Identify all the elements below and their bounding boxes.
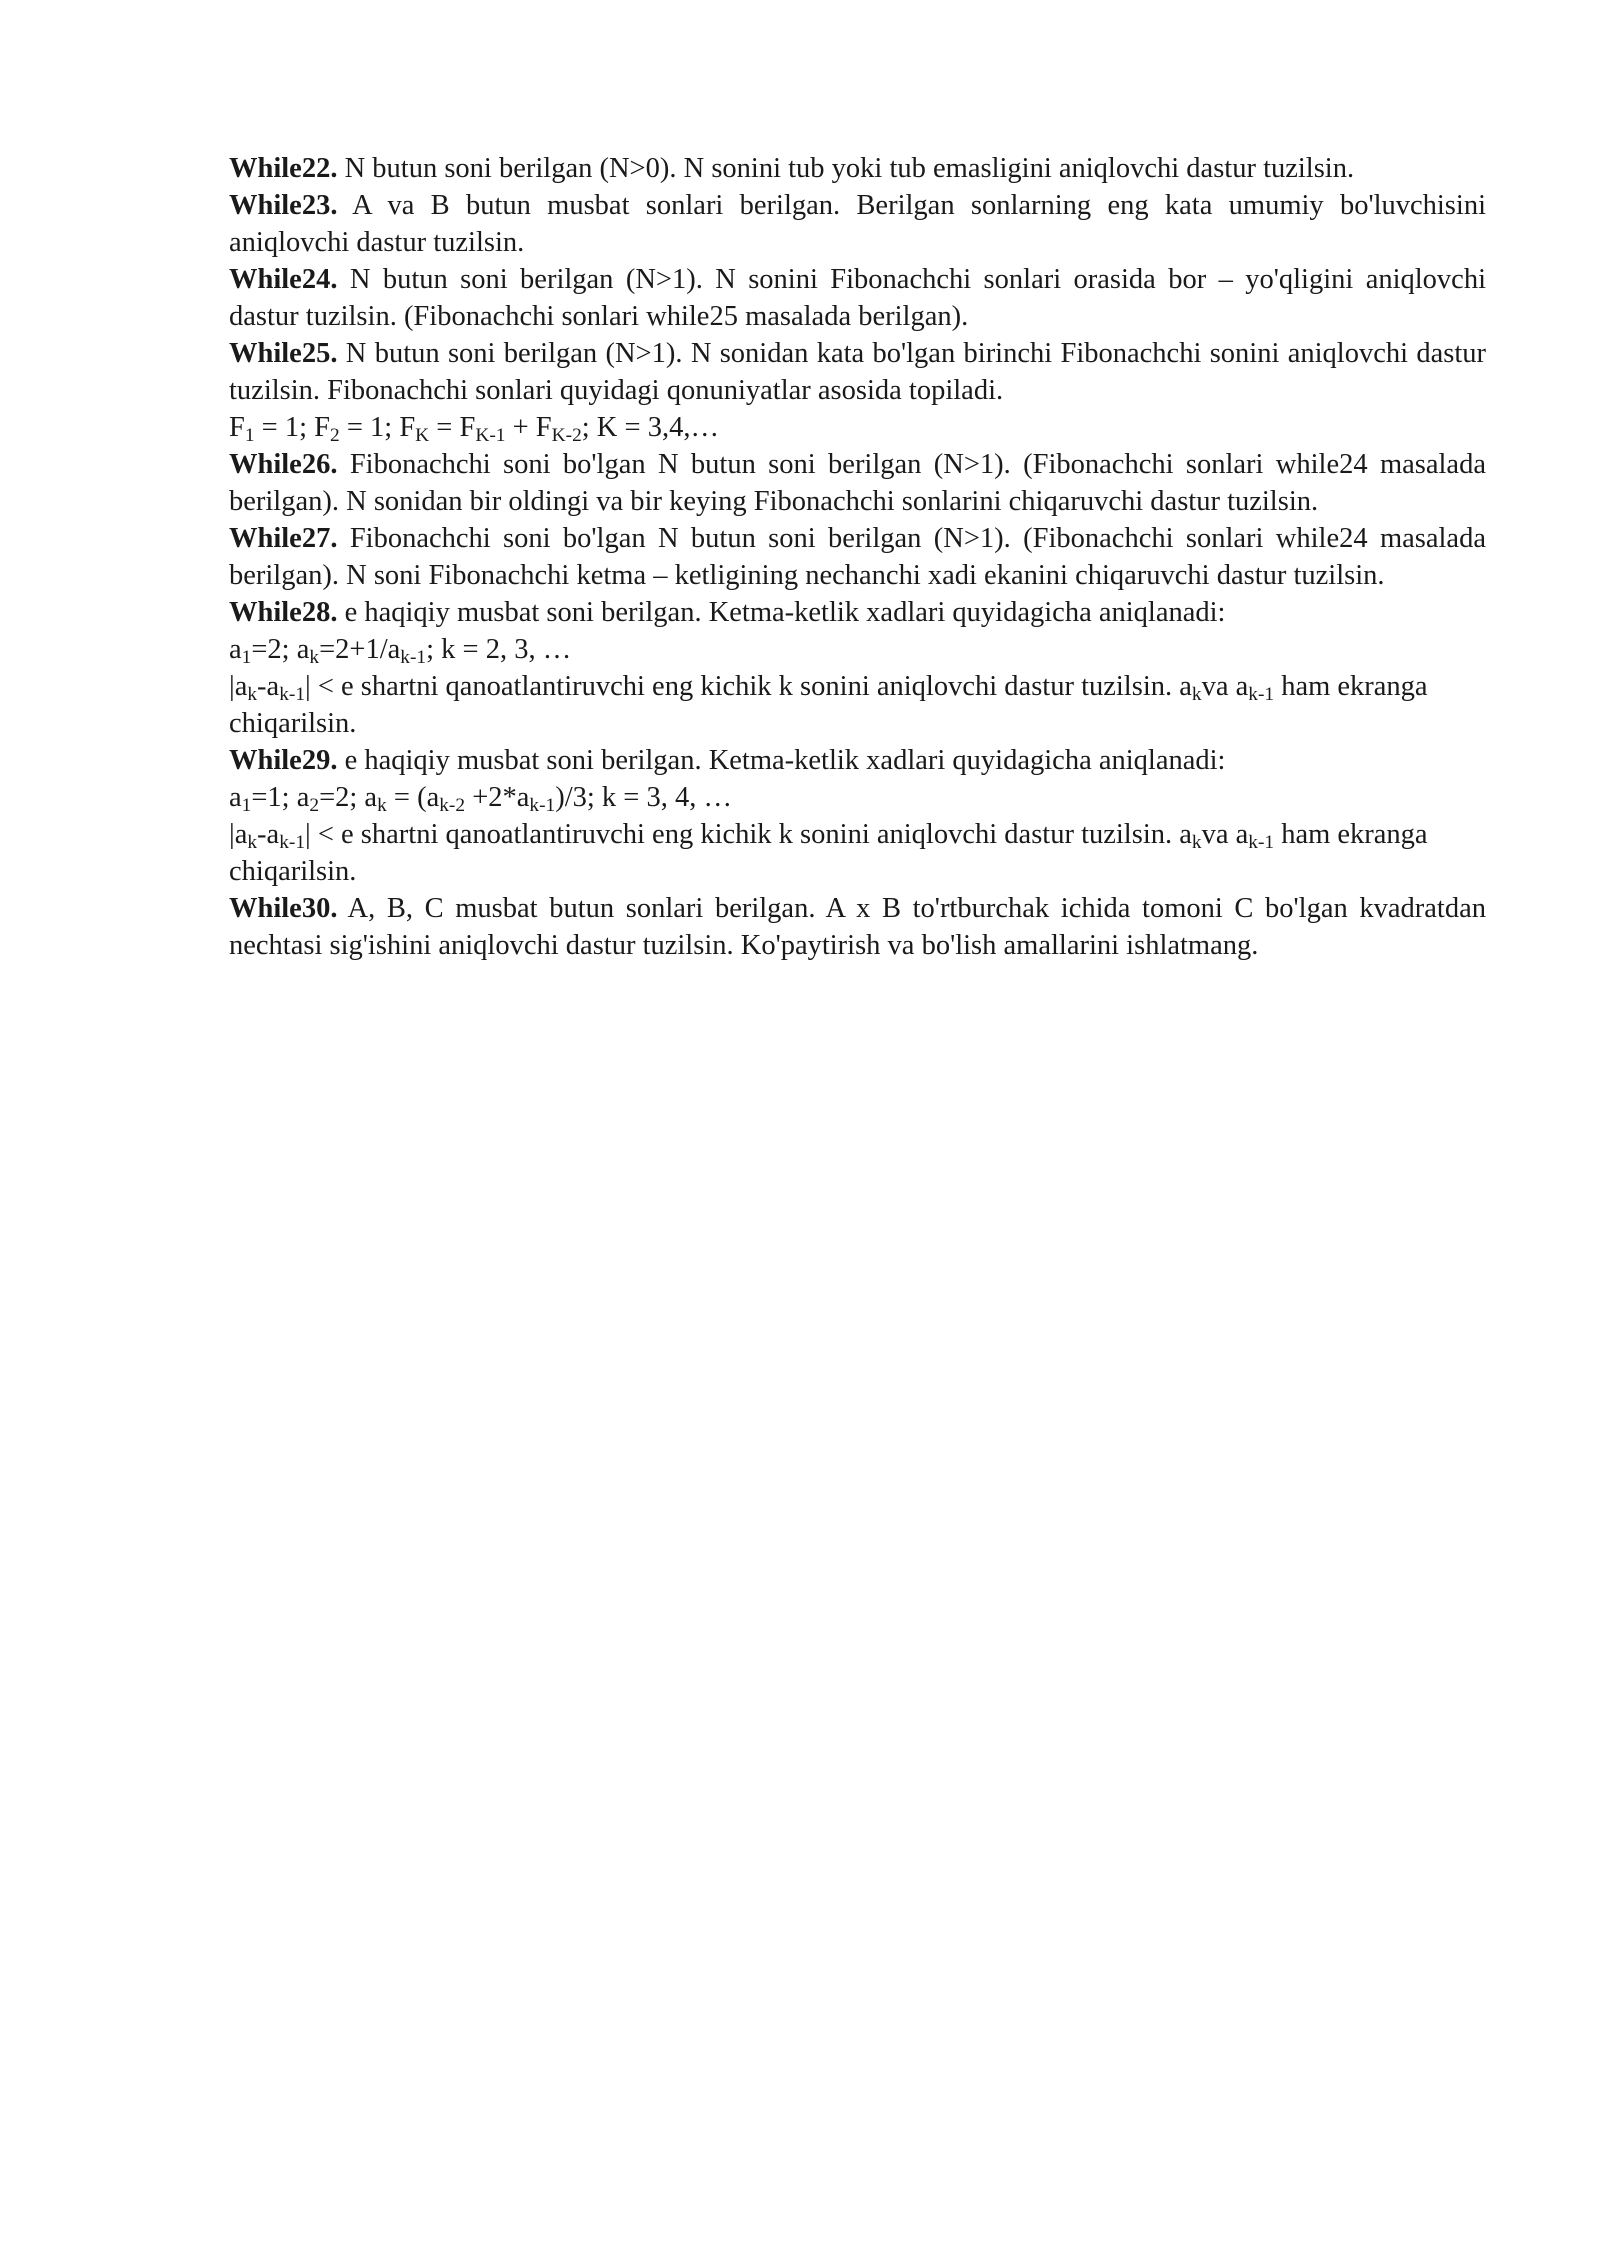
problem-label: While29. [229, 745, 338, 776]
formula-text: -a [257, 671, 280, 702]
problem-label: While22. [229, 153, 338, 184]
formula-subscript: k [377, 794, 387, 816]
formula-subscript: k-1 [1248, 683, 1275, 705]
problem-text: N butun soni berilgan (N>1). N sonini Fibonachchi sonlari orasida bor – yo'qligini aniqlovchi dastur tuzilsin. (Fibonachchi sonlari while25 masalada berilgan). [229, 264, 1486, 332]
formula-subscript: k [247, 831, 258, 853]
formula-text: a [229, 782, 242, 813]
problem-text: e haqiqiy musbat soni berilgan. Ketma-ketlik xadlari quyidagicha aniqlanadi: [337, 745, 1226, 776]
formula-subscript: k [1191, 683, 1202, 705]
formula-text: =2+1/a [319, 634, 401, 665]
formula-text: + F [505, 412, 552, 443]
formula-subscript: K-1 [475, 424, 506, 446]
formula-subscript: k-1 [400, 646, 427, 668]
formula-text: ham ekranga chiqarilsin. [229, 671, 1428, 739]
formula-text: ; k = 2, 3, … [426, 634, 572, 665]
problem-while26 [229, 446, 1486, 520]
formula-text: = F [429, 412, 476, 443]
formula-text: =2; a [251, 634, 310, 665]
document-page [229, 150, 1486, 964]
formula-text: = 1; F [254, 412, 331, 443]
formula-text: = 1; F [339, 412, 416, 443]
formula-text: -a [257, 819, 280, 850]
formula-subscript: k-1 [279, 831, 305, 853]
fibonacci-formula [229, 409, 1486, 446]
problem-text: N butun soni berilgan (N>1). N sonidan kata bo'lgan birinchi Fibonachchi sonini aniqlovchi dastur tuzilsin. Fibonachchi sonlari quyidagi qonuniyatlar asosida topiladi. [229, 338, 1486, 406]
formula-subscript: k-1 [279, 683, 305, 705]
problem-while28 [229, 594, 1486, 631]
problem-while23 [229, 187, 1486, 261]
problem-text: N butun soni berilgan (N>0). N sonini tub yoki tub emasligini aniqlovchi dastur tuzilsin. [337, 153, 1355, 184]
problem-label: While26. [229, 449, 338, 480]
formula-subscript: 2 [330, 424, 340, 446]
w29-condition [229, 816, 1486, 890]
formula-text: =1; a [251, 782, 310, 813]
problem-text: A va B butun musbat sonlari berilgan. Berilgan sonlarning eng kata umumiy bo'luvchisini aniqlovchi dastur tuzilsin. [229, 190, 1486, 258]
formula-text: = (a [386, 782, 440, 813]
formula-text: =2; a [319, 782, 378, 813]
problem-text: Fibonachchi soni bo'lgan N butun soni berilgan (N>1). (Fibonachchi sonlari while24 masalada berilgan). N soni Fibonachchi ketma – ketligining nechanchi xadi ekanini chiqaruvchi dastur tuzilsin. [229, 523, 1486, 591]
formula-subscript: K [415, 424, 430, 446]
formula-subscript: k-2 [439, 794, 466, 816]
formula-text: +2*a [465, 782, 530, 813]
formula-text: ; K = 3,4,… [581, 412, 719, 443]
formula-subscript: K-2 [551, 424, 582, 446]
w29-definition [229, 779, 1486, 816]
formula-subscript: k [1191, 831, 1202, 853]
problem-label: While24. [229, 264, 338, 295]
formula-subscript: k [309, 646, 320, 668]
formula-subscript: 1 [244, 424, 255, 446]
problem-while22 [229, 150, 1486, 187]
problem-while24 [229, 261, 1486, 335]
formula-text: va a [1201, 819, 1249, 850]
problem-text: e haqiqiy musbat soni berilgan. Ketma-ketlik xadlari quyidagicha aniqlanadi: [337, 597, 1226, 628]
problem-while30 [229, 890, 1486, 964]
formula-text: a [229, 634, 242, 665]
formula-subscript: 1 [241, 794, 252, 816]
problem-while25 [229, 335, 1486, 409]
formula-subscript: k-1 [1248, 831, 1275, 853]
problem-while29 [229, 742, 1486, 779]
formula-text: ham ekranga chiqarilsin. [229, 819, 1428, 887]
problem-label: While25. [229, 338, 338, 369]
problem-label: While27. [229, 523, 338, 554]
problem-while27 [229, 520, 1486, 594]
formula-subscript: k [247, 683, 258, 705]
formula-subscript: 1 [241, 646, 252, 668]
problem-label: While30. [229, 893, 338, 924]
formula-subscript: k-1 [529, 794, 556, 816]
w28-condition [229, 668, 1486, 742]
formula-subscript: 2 [309, 794, 320, 816]
formula-text: )/3; k = 3, 4, … [555, 782, 733, 813]
formula-text: va a [1201, 671, 1249, 702]
problem-text: Fibonachchi soni bo'lgan N butun soni berilgan (N>1). (Fibonachchi sonlari while24 masalada berilgan). N sonidan bir oldingi va bir keying Fibonachchi sonlarini chiqaruvchi dastur tuzilsin. [229, 449, 1486, 517]
problem-text: A, B, C musbat butun sonlari berilgan. A x B to'rtburchak ichida tomoni C bo'lgan kvadratdan nechtasi sig'ishini aniqlovchi dastur tuzilsin. Ko'paytirish va bo'lish amallarini ishlatmang. [229, 893, 1486, 961]
formula-text: | < e shartni qanoatlantiruvchi eng kichik k sonini aniqlovchi dastur tuzilsin. a [305, 819, 1192, 850]
formula-text: |a [229, 819, 248, 850]
formula-text: F [229, 412, 245, 443]
w28-definition [229, 631, 1486, 668]
formula-text: |a [229, 671, 248, 702]
formula-text: | < e shartni qanoatlantiruvchi eng kichik k sonini aniqlovchi dastur tuzilsin. a [305, 671, 1192, 702]
problem-label: While28. [229, 597, 338, 628]
problem-label: While23. [229, 190, 338, 221]
